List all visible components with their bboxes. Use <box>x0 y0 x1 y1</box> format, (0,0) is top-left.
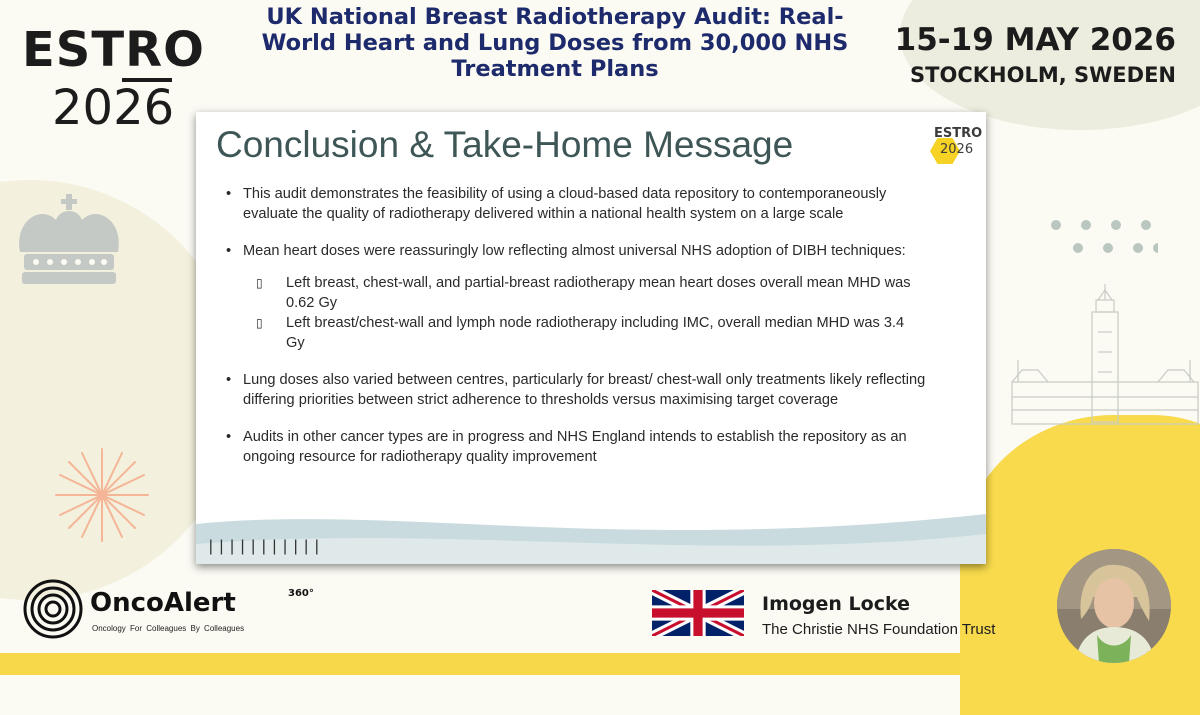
starburst-icon <box>52 445 152 545</box>
slide-logo-word: ESTRO <box>934 126 983 141</box>
dots-decoration <box>1048 218 1158 258</box>
slide-logo-year: 2026 <box>940 142 974 157</box>
slide-title: Conclusion & Take-Home Message <box>216 124 794 165</box>
speaker-name: Imogen Locke <box>762 593 910 615</box>
event-date-block <box>895 20 1176 90</box>
slide-estro-logo <box>928 122 983 172</box>
slide-footer-ticks: ||||||||||| <box>206 538 323 556</box>
speaker-photo <box>1057 549 1171 663</box>
estro-logo-word: ESTRO <box>22 22 205 78</box>
sub-bullet-lymph-node: ▯ Left breast/chest-wall and lymph node radiotherapy including IMC, overall median MHD was 3.4 Gy <box>256 313 926 353</box>
sub-bullet-left-breast: ▯ Left breast, chest-wall, and partial-breast radiotherapy mean heart doses overall mean MHD was 0.62 Gy <box>256 273 926 313</box>
oncoalert-superscript: 360° <box>288 588 314 599</box>
city-hall-icon <box>1008 282 1200 432</box>
crown-icon <box>10 192 128 292</box>
oncoalert-rings-icon <box>22 578 84 640</box>
bullet-heart-doses: • Mean heart doses were reassuringly low reflecting almost universal NHS adoption of DIBH techniques: <box>226 241 926 261</box>
slide-bullet-list <box>226 184 926 484</box>
speaker-organization: The Christie NHS Foundation Trust <box>762 621 996 638</box>
bullet-feasibility: • This audit demonstrates the feasibility of using a cloud-based data repository to contemporaneously evaluate the quality of radiotherapy delivered within a national health system on a large scale <box>226 184 926 224</box>
oncoalert-tagline: Oncology For Colleagues By Colleagues <box>92 624 245 633</box>
oncoalert-name: OncoAlert <box>90 588 236 618</box>
speaker-avatar <box>1057 549 1171 663</box>
event-location: STOCKHOLM, SWEDEN <box>910 63 1176 87</box>
page-title: UK National Breast Radiotherapy Audit: Real-World Heart and Lung Doses from 30,000 NHS Treatment Plans <box>261 4 849 82</box>
event-date: 15-19 MAY 2026 <box>894 22 1176 58</box>
uk-flag-icon <box>652 590 744 636</box>
speaker-info <box>762 592 995 642</box>
bullet-other-cancers: • Audits in other cancer types are in progress and NHS England intends to establish the repository as an ongoing resource for radiotherapy quality improvement <box>226 427 926 467</box>
sub-bullet-list <box>226 273 926 353</box>
oncoalert-logo <box>22 578 322 648</box>
estro-logo-year: 2026 <box>52 80 175 136</box>
presentation-slide <box>196 112 986 564</box>
bullet-lung-doses: • Lung doses also varied between centres, particularly for breast/ chest-wall only treatments likely reflecting differing priorities between strict adherence to thresholds versus maximising target coverage <box>226 370 926 410</box>
